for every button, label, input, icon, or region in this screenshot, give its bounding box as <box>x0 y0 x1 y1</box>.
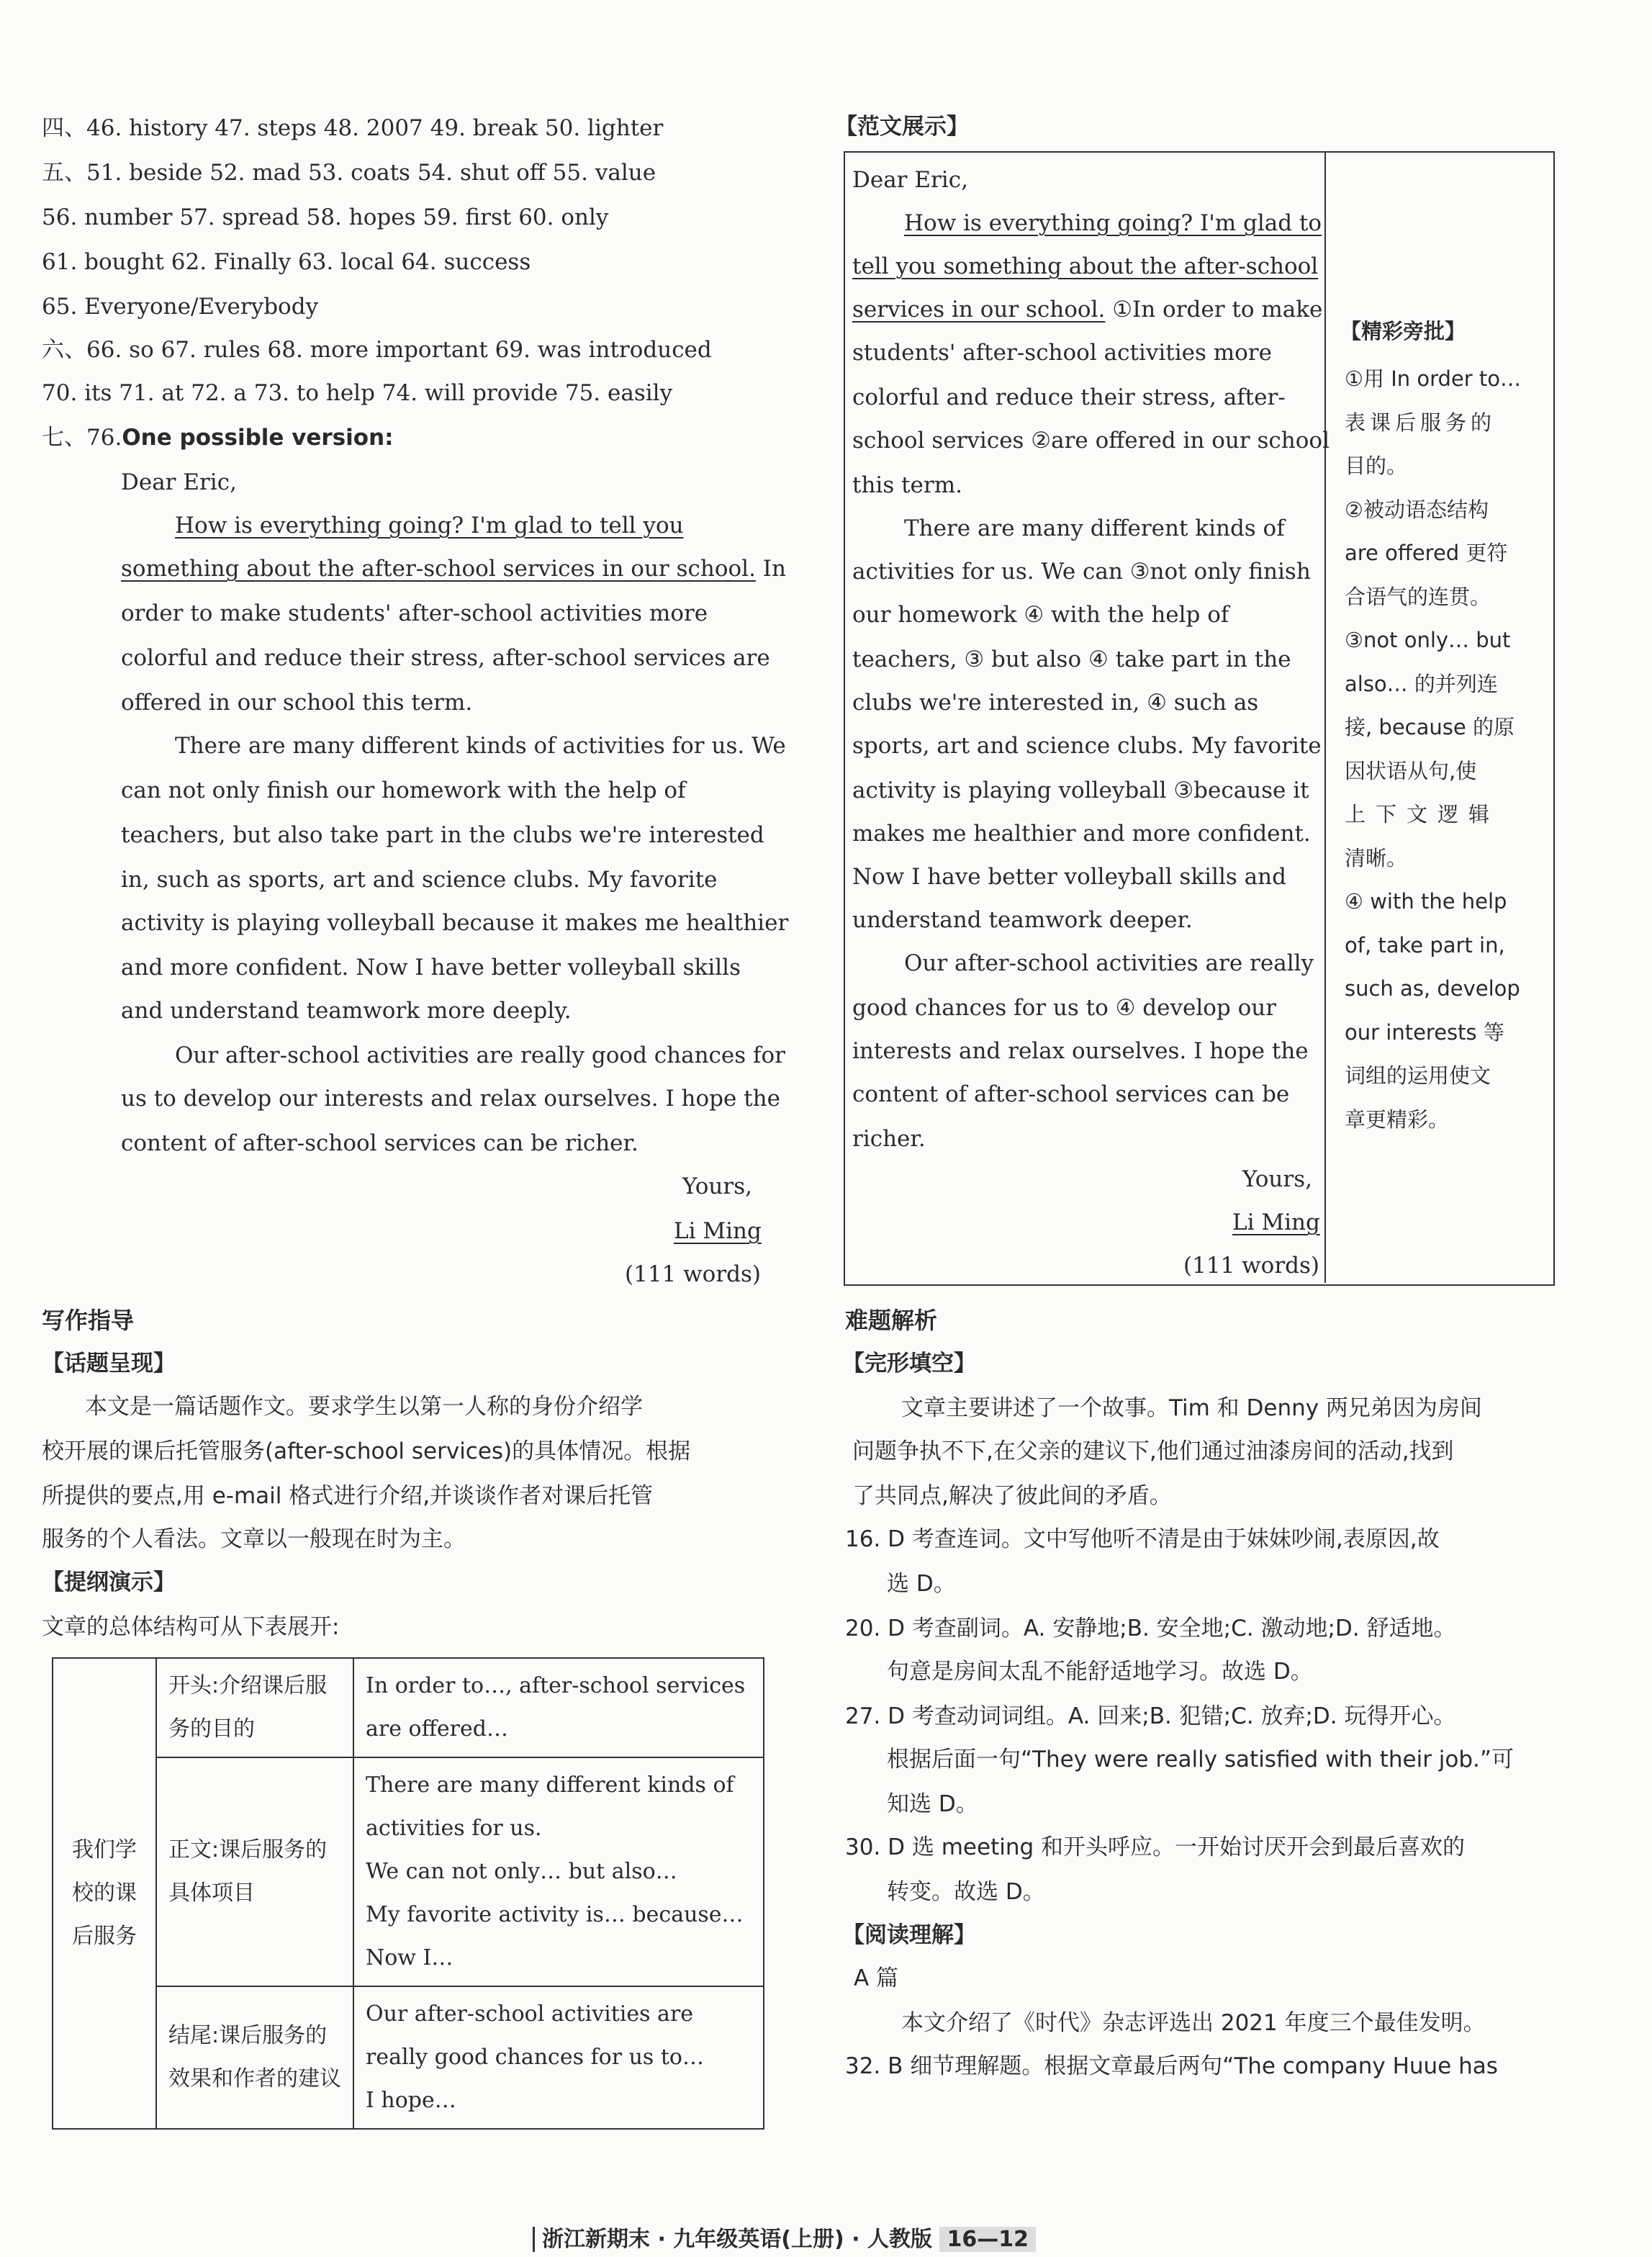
section-7-heading: 七、76.One possible version: <box>42 425 394 451</box>
section-6-answers: 六、66. so 67. rules 68. more important 69. was introduced <box>42 337 712 363</box>
section-4-answers: 四、46. history 47. steps 48. 2007 49. break 50. lighter <box>42 115 664 141</box>
box-divider <box>1324 151 1326 1283</box>
model-greeting: Dear Eric, <box>852 167 968 193</box>
essay-line: colorful and reduce their stress, after-school services are <box>121 645 770 671</box>
notes-body: ①用 In order to… 表课后服务的 目的。 ②被动语态结构 are offered 更符 合语气的连贯。 ③not only… but also… 的并列连 接, because 的原 因状语从句,使 上下文逻辑 清晰。 ④ with the help of, take part in, such as, develop our interests 等 词组的运用使文 章更精彩。 <box>1345 366 1522 1132</box>
word-count: (111 words) <box>625 1261 761 1287</box>
model-line: services in our school. ①In order to make <box>852 297 1323 323</box>
answer-32: 32. B 细节理解题。根据文章最后两句“The company Huue has <box>845 2053 1498 2079</box>
passage-a-intro: 本文介绍了《时代》杂志评选出 2021 年度三个最佳发明。 <box>901 2010 1486 2036</box>
model-line: teachers, ③ but also ④ take part in the <box>852 647 1291 672</box>
model-line: Now I have better volleyball skills and <box>852 864 1286 890</box>
section-5-answers: 61. bought 62. Finally 63. local 64. success <box>42 249 531 275</box>
essay-line: something about the after-school services in our school. In <box>121 556 787 582</box>
page-number: 16—12 <box>939 2227 1036 2252</box>
topic-text: 校开展的课后托管服务(after-school services)的具体情况。根据 <box>42 1438 691 1464</box>
answer-30: 转变。故选 D。 <box>887 1879 1045 1905</box>
model-signature: Li Ming <box>1232 1209 1320 1235</box>
outline-content-cell: In order to…, after-school services are offered… <box>353 1658 764 1757</box>
model-header: 【范文展示】 <box>835 114 969 140</box>
outline-main-cell: 我们学校的课后服务 <box>53 1658 156 2129</box>
answer-27: 27. D 考查动词词组。A. 回来;B. 犯错;C. 放弃;D. 玩得开心。 <box>845 1703 1456 1729</box>
passage-a-label: A 篇 <box>854 1965 899 1991</box>
topic-text: 所提供的要点,用 e-mail 格式进行介绍,并谈谈作者对课后托管 <box>42 1483 654 1509</box>
model-line: students' after-school activities more <box>852 340 1272 366</box>
answer-20: 句意是房间太乱不能舒适地学习。故选 D。 <box>887 1659 1313 1685</box>
model-line: How is everything going? I'm glad to <box>904 210 1322 236</box>
essay-line: teachers, but also take part in the clubs we're interested <box>121 822 764 848</box>
writing-guide-title: 写作指导 <box>42 1307 135 1334</box>
page-footer <box>533 2221 1036 2253</box>
essay-line: and understand teamwork more deeply. <box>121 998 572 1024</box>
footer-title: 浙江新期末 · 九年级英语(上册) · 人教版 <box>533 2227 932 2252</box>
cloze-text: 了共同点,解决了彼此间的矛盾。 <box>852 1483 1172 1509</box>
section-5-answers: 56. number 57. spread 58. hopes 59. first 60. only <box>42 204 609 230</box>
section-6-answers: 70. its 71. at 72. a 73. to help 74. will provide 75. easily <box>42 380 673 406</box>
essay-line: order to make students' after-school activities more <box>121 600 708 626</box>
model-word-count: (111 words) <box>1183 1253 1319 1279</box>
essay-line: content of after-school services can be richer. <box>121 1130 638 1156</box>
reading-header: 【阅读理解】 <box>842 1922 976 1948</box>
notes-header: 【精彩旁批】 <box>1340 319 1466 343</box>
model-line: There are many different kinds of <box>904 515 1285 541</box>
model-closing: Yours, <box>1242 1166 1312 1192</box>
outline-label-cell: 结尾:课后服务的效果和作者的建议 <box>156 1986 353 2129</box>
answer-27: 知选 D。 <box>887 1791 978 1817</box>
model-line: content of after-school services can be <box>852 1081 1290 1107</box>
model-line: activity is playing volleyball ③because it <box>852 778 1309 803</box>
cloze-text: 文章主要讲述了一个故事。Tim 和 Denny 两兄弟因为房间 <box>901 1395 1482 1421</box>
model-line: richer. <box>852 1126 926 1152</box>
essay-greeting: Dear Eric, <box>121 469 237 495</box>
essay-line: can not only finish our homework with the help of <box>121 778 686 803</box>
model-line: our homework ④ with the help of <box>852 602 1229 628</box>
essay-signature: Li Ming <box>674 1218 762 1244</box>
essay-line: offered in our school this term. <box>121 690 473 716</box>
topic-text: 服务的个人看法。文章以一般现在时为主。 <box>42 1526 466 1552</box>
model-line: colorful and reduce their stress, after- <box>852 384 1286 410</box>
model-line: sports, art and science clubs. My favorite <box>852 733 1322 759</box>
model-line: makes me healthier and more confident. <box>852 821 1311 847</box>
model-line: Our after-school activities are really <box>904 950 1314 976</box>
essay-closing: Yours, <box>682 1173 752 1199</box>
answer-16: 16. D 考查连词。文中写他听不清是由于妹妹吵闹,表原因,故 <box>845 1526 1440 1552</box>
section-5-answers: 五、51. beside 52. mad 53. coats 54. shut off 55. value <box>42 160 656 186</box>
essay-line: Our after-school activities are really good chances for <box>175 1042 785 1068</box>
essay-line: activity is playing volleyball because it makes me healthier <box>121 910 789 936</box>
model-line: school services ②are offered in our school <box>852 428 1330 454</box>
answer-30: 30. D 选 meeting 和开头呼应。一开始讨厌开会到最后喜欢的 <box>845 1834 1466 1860</box>
essay-line: and more confident. Now I have better volleyball skills <box>121 955 741 981</box>
answer-20: 20. D 考查副词。A. 安静地;B. 安全地;C. 激动地;D. 舒适地。 <box>845 1616 1456 1641</box>
model-line: this term. <box>852 472 962 498</box>
cloze-text: 问题争执不下,在父亲的建议下,他们通过油漆房间的活动,找到 <box>852 1438 1454 1464</box>
model-line: interests and relax ourselves. I hope the <box>852 1038 1309 1064</box>
outline-label-cell: 开头:介绍课后服务的目的 <box>156 1658 353 1757</box>
topic-text: 本文是一篇话题作文。要求学生以第一人称的身份介绍学 <box>85 1394 643 1420</box>
analysis-title: 难题解析 <box>845 1307 938 1334</box>
model-line: activities for us. We can ③not only finish <box>852 559 1311 585</box>
outline-content-cell: There are many different kinds of activities for us. We can not only… but also… My favorite activity is… because… Now I… <box>353 1757 764 1986</box>
outline-table <box>52 1657 764 2130</box>
outline-content-cell: Our after-school activities are really good chances for us to… I hope… <box>353 1986 764 2129</box>
outline-label-cell: 正文:课后服务的具体项目 <box>156 1757 353 1986</box>
answer-16: 选 D。 <box>887 1571 956 1597</box>
model-line: clubs we're interested in, ④ such as <box>852 690 1259 716</box>
outline-header: 【提纲演示】 <box>42 1569 176 1595</box>
topic-header: 【话题呈现】 <box>42 1351 176 1377</box>
answer-27: 根据后面一句“They were really satisfied with their job.”可 <box>887 1747 1514 1772</box>
section-5-answers: 65. Everyone/Everybody <box>42 294 319 320</box>
essay-line: How is everything going? I'm glad to tell you <box>175 513 684 539</box>
model-line: tell you something about the after-school <box>852 253 1319 279</box>
model-line: understand teamwork deeper. <box>852 907 1193 933</box>
essay-line: in, such as sports, art and science clubs. My favorite <box>121 867 718 893</box>
outline-intro: 文章的总体结构可从下表展开: <box>42 1614 340 1640</box>
model-line: good chances for us to ④ develop our <box>852 995 1277 1021</box>
essay-line: There are many different kinds of activities for us. We <box>175 733 786 759</box>
cloze-header: 【完形填空】 <box>842 1351 976 1377</box>
essay-line: us to develop our interests and relax ourselves. I hope the <box>121 1086 780 1112</box>
